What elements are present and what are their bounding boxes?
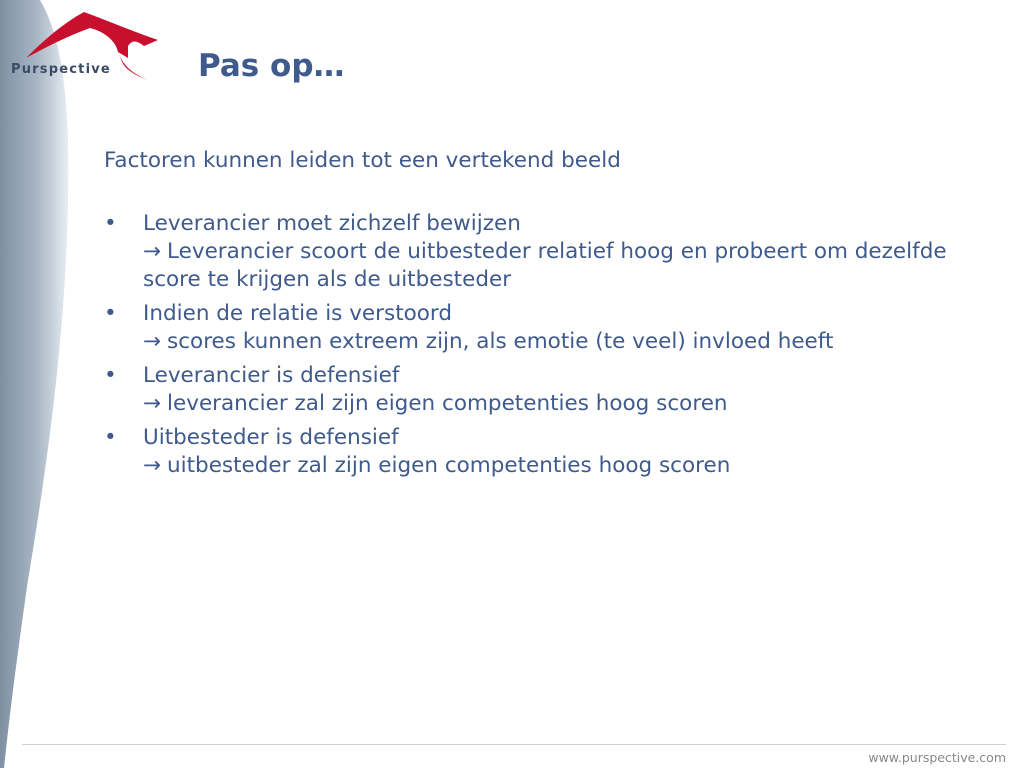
slide-subtitle: Factoren kunnen leiden tot een vertekend beeld <box>104 148 621 173</box>
bullet-dot: • <box>104 363 117 388</box>
bullet-detail-text: scores kunnen extreem zijn, als emotie (te veel) invloed heeft <box>167 329 834 354</box>
slide-title: Pas op… <box>198 48 345 84</box>
logo-wordmark: Purspective <box>11 62 111 77</box>
bullet-detail <box>143 452 964 480</box>
bullet-item <box>104 210 964 294</box>
right-arrow-icon: → <box>143 391 162 416</box>
bullet-dot: • <box>104 211 117 236</box>
bullet-detail <box>143 328 964 356</box>
right-arrow-icon: → <box>143 453 162 478</box>
bullet-detail <box>143 238 964 294</box>
bullet-item <box>104 362 964 418</box>
bullet-detail-text: uitbesteder zal zijn eigen competenties hoog scoren <box>167 453 731 478</box>
bullet-item <box>104 424 964 480</box>
bullet-dot: • <box>104 425 117 450</box>
bullet-detail <box>143 390 964 418</box>
footer-divider <box>22 744 1006 745</box>
footer-url[interactable]: www.purspective.com <box>868 750 1006 765</box>
bullet-heading: Leverancier moet zichzelf bewijzen <box>143 211 521 236</box>
bullet-heading: Indien de relatie is verstoord <box>143 301 453 326</box>
bullet-dot: • <box>104 301 117 326</box>
purspective-logo <box>6 10 166 90</box>
bullet-list <box>104 210 964 486</box>
side-swoosh-decoration <box>0 0 90 768</box>
bullet-heading: Uitbesteder is defensief <box>143 425 399 450</box>
bullet-detail-text: Leverancier scoort de uitbesteder relatief hoog en probeert om dezelfde score te krijgen als de uitbesteder <box>143 239 947 292</box>
right-arrow-icon: → <box>143 239 162 264</box>
bullet-item <box>104 300 964 356</box>
bullet-heading: Leverancier is defensief <box>143 363 400 388</box>
bullet-detail-text: leverancier zal zijn eigen competenties hoog scoren <box>167 391 728 416</box>
right-arrow-icon: → <box>143 329 162 354</box>
